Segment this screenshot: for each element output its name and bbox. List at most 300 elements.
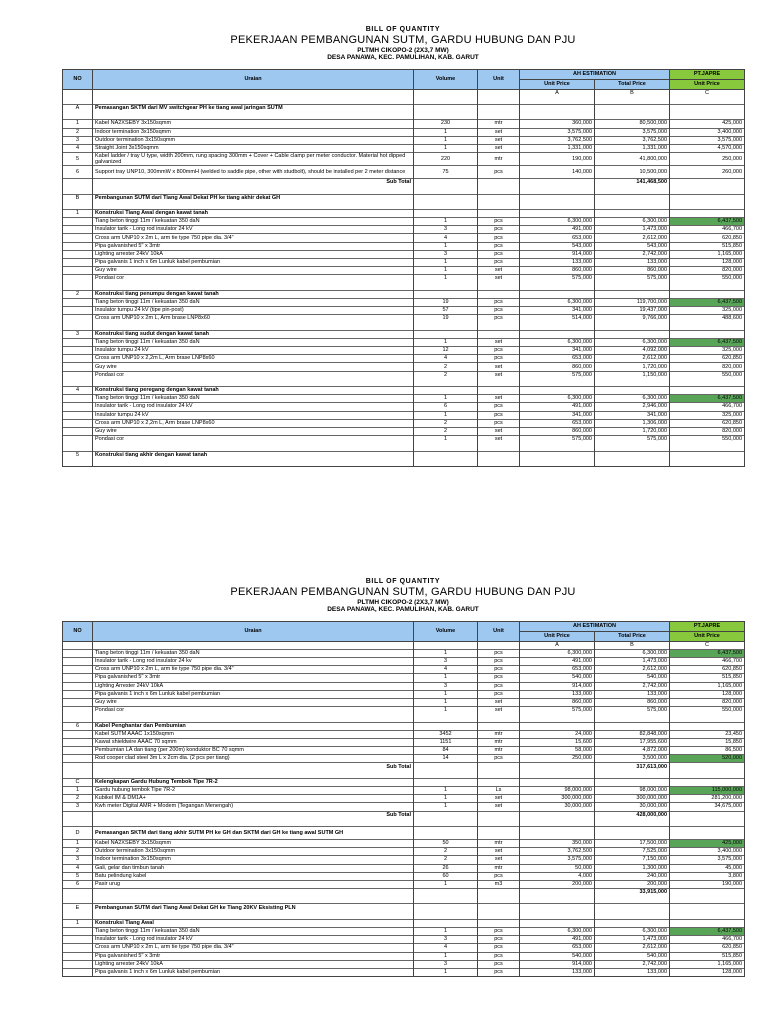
cell-pt-unit-price: 820,000 [670, 363, 745, 371]
cell-pt-unit-price: 6,437,500 [670, 395, 745, 403]
cell-uraian: Tiang beton tinggi 11m / kekuatan 350 daN [93, 395, 414, 403]
cell-unit: set [478, 363, 520, 371]
cell-no [63, 960, 93, 968]
cell-total-price: 1,473,000 [595, 658, 670, 666]
cell-no [63, 436, 93, 444]
cell-volume [414, 283, 478, 291]
table-row [63, 97, 745, 105]
cell-volume: 26 [414, 864, 478, 872]
cell-volume: 4 [414, 666, 478, 674]
cell-unit-price: 341,000 [520, 347, 595, 355]
cell-no: 3 [63, 136, 93, 144]
cell-volume [414, 714, 478, 722]
table-row [63, 690, 745, 698]
cell-total-price: 2,612,000 [595, 234, 670, 242]
cell-no [63, 443, 93, 451]
cell-unit-price [520, 451, 595, 459]
cell-unit-price [520, 179, 595, 187]
cell-unit-price [520, 771, 595, 779]
cell-total-price: 141,468,500 [595, 179, 670, 187]
cell-no [63, 186, 93, 194]
cell-uraian: Pemasangan SKTM dari tiang akhir SUTM PH ke GH dan SKTM dari GH ke tiang awal SUTM GH [93, 826, 414, 839]
table-row [63, 355, 745, 363]
table-row [63, 179, 745, 187]
cell-uraian: Kabel Penghantar dan Pembumian [93, 722, 414, 730]
cell-uraian: Kelengkapan Gardu Hubung Tembok Tipe 7R-2 [93, 778, 414, 786]
cell-total-price: 2,946,000 [595, 403, 670, 411]
cell-pt-unit-price: 281,200,000 [670, 795, 745, 803]
col-unit-price: Unit Price [520, 79, 595, 89]
cell-unit: pcs [478, 226, 520, 234]
table-row [63, 338, 745, 346]
cell-unit: pcs [478, 298, 520, 306]
cell-total-price: 1,331,000 [595, 144, 670, 152]
table-row [63, 259, 745, 267]
table-row [63, 778, 745, 786]
cell-no: D [63, 826, 93, 839]
cell-no: 6 [63, 722, 93, 730]
table-row [63, 283, 745, 291]
table-row [63, 707, 745, 715]
cell-uraian: Kwh meter Digital AMR + Modem (Tegangan Menengah) [93, 803, 414, 811]
cell-unit-price [520, 459, 595, 467]
cell-unit: set [478, 795, 520, 803]
cell-total-price: 540,000 [595, 674, 670, 682]
cell-pt-unit-price: 515,850 [670, 952, 745, 960]
cell-unit: pcs [478, 755, 520, 763]
cell-total-price [595, 323, 670, 331]
cell-no [63, 403, 93, 411]
cell-uraian: Sub Total [93, 811, 414, 819]
cell-unit [478, 379, 520, 387]
cell-unit-price [520, 194, 595, 202]
cell-no [63, 307, 93, 315]
cell-uraian: Kabel ladder / tray U type, width 200mm, rung spacing 300mm + Cover + Cable clamp per meter conductor. Material hot dipped galvanized [93, 153, 414, 166]
cell-no: 3 [63, 856, 93, 864]
cell-unit: pcs [478, 166, 520, 179]
cell-unit: set [478, 427, 520, 435]
cell-total-price [595, 105, 670, 113]
cell-total-price: 133,000 [595, 690, 670, 698]
cell-unit: mtr [478, 153, 520, 166]
table-row [63, 419, 745, 427]
cell-total-price [595, 97, 670, 105]
cell-total-price [595, 819, 670, 827]
location: DESA PANAWA, KEC. PAMULIHAN, KAB. GARUT [327, 54, 479, 62]
table-row [63, 371, 745, 379]
table-row [63, 395, 745, 403]
cell-unit: pcs [478, 666, 520, 674]
cell-unit: pcs [478, 682, 520, 690]
cell-no: 2 [63, 290, 93, 298]
cell-volume: 1 [414, 698, 478, 706]
cell-volume: 6 [414, 403, 478, 411]
cell-pt-unit-price: 515,850 [670, 674, 745, 682]
cell-volume [414, 763, 478, 771]
table-row [63, 315, 745, 323]
cell-volume [414, 771, 478, 779]
cell-unit [478, 819, 520, 827]
cell-unit [478, 919, 520, 927]
cell-unit-price: 653,000 [520, 666, 595, 674]
cell-unit [478, 283, 520, 291]
cell-no [63, 395, 93, 403]
cell-unit: Ls [478, 787, 520, 795]
table-row [63, 682, 745, 690]
cell-total-price: 2,612,000 [595, 666, 670, 674]
cell-pt-unit-price: 260,000 [670, 166, 745, 179]
cell-volume: 3 [414, 936, 478, 944]
cell-uraian: Tiang beton tinggi 11m / kekuatan 350 daN [93, 338, 414, 346]
cell-unit: mtr [478, 747, 520, 755]
cell-pt-unit-price [670, 387, 745, 395]
cell-total-price: 200,000 [595, 880, 670, 888]
table-row [63, 209, 745, 217]
cell-no [63, 218, 93, 226]
cell-no [63, 698, 93, 706]
table-row [63, 226, 745, 234]
table-row [63, 307, 745, 315]
cell-pt-unit-price: 3,400,000 [670, 128, 745, 136]
cell-total-price [595, 379, 670, 387]
table-row [63, 919, 745, 927]
cell-total-price: 7,525,000 [595, 848, 670, 856]
cell-volume: 2 [414, 363, 478, 371]
cell-total-price [595, 387, 670, 395]
cell-pt-unit-price: 820,000 [670, 427, 745, 435]
cell-total-price: 9,766,000 [595, 315, 670, 323]
cell-unit [478, 323, 520, 331]
cell-pt-unit-price [670, 771, 745, 779]
cell-total-price: 6,300,000 [595, 338, 670, 346]
cell-unit: set [478, 436, 520, 444]
cell-total-price [595, 112, 670, 120]
col-pt-japre: PT.JAPRE [670, 69, 745, 79]
cell-uraian: Support tray UNP10, 300mmW x 800mmH (welded to saddle pipe, other with studbolt), should be installed per 2 meter distance [93, 166, 414, 179]
cell-volume [414, 722, 478, 730]
cell-volume [414, 186, 478, 194]
cell-pt-unit-price [670, 323, 745, 331]
cell-unit-price [520, 912, 595, 920]
cell-no [63, 747, 93, 755]
cell-no [63, 649, 93, 657]
cell-unit: set [478, 707, 520, 715]
cell-no [63, 371, 93, 379]
cell-unit-price [520, 112, 595, 120]
cell-uraian: Pipa galvanished 5" x 3mtr [93, 952, 414, 960]
cell-total-price: 2,612,000 [595, 355, 670, 363]
cell-pt-unit-price: 3,575,000 [670, 136, 745, 144]
cell-pt-unit-price: 620,850 [670, 234, 745, 242]
cell-unit-price: 3,575,000 [520, 856, 595, 864]
cell-unit [478, 202, 520, 210]
table-row [63, 298, 745, 306]
cell-uraian [93, 912, 414, 920]
table-row [63, 666, 745, 674]
cell-volume [414, 387, 478, 395]
cell-total-price: 1,473,000 [595, 226, 670, 234]
cell-total-price [595, 194, 670, 202]
cell-total-price: 2,612,000 [595, 944, 670, 952]
cell-unit-price: 190,000 [520, 153, 595, 166]
col-ah-estimation: AH ESTIMATION [520, 621, 670, 631]
cell-uraian: Pemasangan SKTM dari MV switchgear PH ke tiang awal jaringan SUTM [93, 105, 414, 113]
cell-unit-price: A [520, 641, 595, 649]
cell-total-price: 2,742,000 [595, 682, 670, 690]
cell-unit: mtr [478, 120, 520, 128]
cell-volume [414, 889, 478, 897]
table-row [63, 242, 745, 250]
cell-no: 1 [63, 787, 93, 795]
cell-unit-price [520, 323, 595, 331]
cell-no [63, 355, 93, 363]
cell-pt-unit-price: 620,850 [670, 355, 745, 363]
cell-no: C [63, 778, 93, 786]
cell-volume [414, 819, 478, 827]
cell-volume: 220 [414, 153, 478, 166]
table-row [63, 839, 745, 847]
cell-volume [414, 97, 478, 105]
cell-uraian: Kabel NA2XSEBY 3x150sqmm [93, 839, 414, 847]
table-row [63, 153, 745, 166]
cell-unit-price: 540,000 [520, 674, 595, 682]
cell-unit: m3 [478, 880, 520, 888]
cell-unit-price: 914,000 [520, 682, 595, 690]
table-row [63, 427, 745, 435]
cell-volume: 1 [414, 436, 478, 444]
cell-volume: 1 [414, 707, 478, 715]
cell-total-price [595, 722, 670, 730]
cell-total-price: 575,000 [595, 707, 670, 715]
cell-unit-price: 575,000 [520, 371, 595, 379]
table-row [63, 234, 745, 242]
cell-volume: 3 [414, 682, 478, 690]
cell-volume: 3 [414, 960, 478, 968]
cell-unit: set [478, 698, 520, 706]
cell-volume: 3 [414, 226, 478, 234]
cell-no [63, 363, 93, 371]
cell-unit: pcs [478, 419, 520, 427]
cell-unit: set [478, 128, 520, 136]
doc-type-title: BILL OF QUANTITY [365, 26, 441, 33]
cell-pt-unit-price: 250,000 [670, 153, 745, 166]
cell-total-price: B [595, 89, 670, 97]
project-title: PEKERJAAN PEMBANGUNAN SUTM, GARDU HUBUNG DAN PJU [230, 34, 576, 47]
cell-unit-price: 914,000 [520, 960, 595, 968]
cell-uraian: Tiang beton tinggi 11m / kekuatan 350 daN [93, 928, 414, 936]
cell-unit-price: 6,300,000 [520, 298, 595, 306]
cell-uraian [93, 896, 414, 904]
cell-unit: pcs [478, 218, 520, 226]
cell-no [63, 259, 93, 267]
cell-uraian: Kabel SUTM AAAC 1x150sqmm [93, 730, 414, 738]
cell-pt-unit-price: 550,000 [670, 436, 745, 444]
cell-total-price: 82,848,000 [595, 730, 670, 738]
cell-no [63, 234, 93, 242]
cell-unit [478, 330, 520, 338]
cell-no: 1 [63, 209, 93, 217]
cell-pt-unit-price [670, 778, 745, 786]
cell-unit [478, 763, 520, 771]
cell-unit-price: 3,575,000 [520, 128, 595, 136]
cell-volume [414, 202, 478, 210]
cell-pt-unit-price: 15,850 [670, 738, 745, 746]
cell-total-price [595, 283, 670, 291]
cell-unit [478, 889, 520, 897]
cell-volume: 1 [414, 218, 478, 226]
cell-total-price: 19,437,000 [595, 307, 670, 315]
cell-total-price: 300,000,000 [595, 795, 670, 803]
cell-volume: 4 [414, 234, 478, 242]
cell-unit: set [478, 275, 520, 283]
cell-pt-unit-price [670, 826, 745, 839]
cell-unit-price: 3,762,500 [520, 136, 595, 144]
cell-unit-price: 133,000 [520, 690, 595, 698]
cell-uraian [93, 283, 414, 291]
cell-no: A [63, 105, 93, 113]
cell-total-price: 6,300,000 [595, 649, 670, 657]
cell-no [63, 707, 93, 715]
cell-volume: 1 [414, 275, 478, 283]
cell-unit-price: 4,000 [520, 872, 595, 880]
cell-uraian [93, 771, 414, 779]
table-row [63, 771, 745, 779]
cell-total-price: 1,473,000 [595, 936, 670, 944]
cell-pt-unit-price: 425,000 [670, 839, 745, 847]
cell-unit-price [520, 97, 595, 105]
table-row [63, 968, 745, 976]
cell-unit-price: 6,300,000 [520, 928, 595, 936]
cell-pt-unit-price [670, 379, 745, 387]
cell-volume [414, 194, 478, 202]
cell-pt-unit-price: 190,000 [670, 880, 745, 888]
cell-no [63, 202, 93, 210]
cell-pt-unit-price: 515,850 [670, 242, 745, 250]
cell-unit: pcs [478, 952, 520, 960]
cell-total-price [595, 330, 670, 338]
cell-total-price: 10,500,000 [595, 166, 670, 179]
cell-no [63, 944, 93, 952]
cell-total-price: 1,720,000 [595, 427, 670, 435]
doc-type-title: BILL OF QUANTITY [365, 578, 441, 585]
cell-pt-unit-price: 34,675,000 [670, 803, 745, 811]
cell-unit-price: 24,000 [520, 730, 595, 738]
cell-pt-unit-price [670, 290, 745, 298]
table-row [63, 105, 745, 113]
cell-uraian: Tiang beton tinggi 11m / kekuatan 350 daN [93, 649, 414, 657]
cell-total-price [595, 778, 670, 786]
cell-unit-price [520, 379, 595, 387]
cell-total-price: 133,000 [595, 968, 670, 976]
cell-unit: pcs [478, 259, 520, 267]
table-row [63, 363, 745, 371]
cell-volume [414, 323, 478, 331]
cell-uraian: Konstruksi Tiang Awal dengan kawat tanah [93, 209, 414, 217]
boq-header [62, 26, 744, 62]
table-row [63, 641, 745, 649]
cell-no [63, 267, 93, 275]
cell-uraian: Kubikel IM & DM1A+ [93, 795, 414, 803]
table-row [63, 290, 745, 298]
cell-volume: 1 [414, 259, 478, 267]
cell-unit: pcs [478, 347, 520, 355]
cell-total-price [595, 290, 670, 298]
cell-unit: pcs [478, 928, 520, 936]
cell-no [63, 641, 93, 649]
cell-volume: 4 [414, 355, 478, 363]
cell-pt-unit-price: 425,000 [670, 120, 745, 128]
cell-no [63, 338, 93, 346]
cell-unit-price [520, 722, 595, 730]
cell-total-price [595, 826, 670, 839]
cell-total-price: 575,000 [595, 436, 670, 444]
cell-no [63, 323, 93, 331]
cell-total-price [595, 771, 670, 779]
cell-uraian: Insulator tarik - Long rod insulator 24 kv [93, 658, 414, 666]
cell-unit-price [520, 811, 595, 819]
cell-uraian: Rod cooper clad steel 3m L x 2cm dia. (2 pcs per tiang) [93, 755, 414, 763]
cell-volume [414, 641, 478, 649]
plant-name: PLTMH CIKOPO-2 (2X3,7 MW) [357, 598, 449, 606]
cell-volume: 19 [414, 298, 478, 306]
cell-pt-unit-price [670, 283, 745, 291]
cell-unit-price [520, 763, 595, 771]
cell-unit-price [520, 330, 595, 338]
cell-unit: pcs [478, 307, 520, 315]
cell-no [63, 738, 93, 746]
cell-volume [414, 451, 478, 459]
table-row [63, 347, 745, 355]
cell-volume: 3452 [414, 730, 478, 738]
cell-unit: set [478, 338, 520, 346]
cell-pt-unit-price: 115,000,000 [670, 787, 745, 795]
cell-no: 2 [63, 848, 93, 856]
cell-no: 6 [63, 880, 93, 888]
cell-uraian [93, 379, 414, 387]
cell-unit-price: 300,000,000 [520, 795, 595, 803]
table-row [63, 763, 745, 771]
cell-uraian: Insulator tumpu 24 kV [93, 411, 414, 419]
cell-uraian: Pondasi cor [93, 436, 414, 444]
cell-volume: 2 [414, 371, 478, 379]
cell-unit: pcs [478, 944, 520, 952]
cell-no: 6 [63, 166, 93, 179]
cell-unit [478, 778, 520, 786]
cell-pt-unit-price: 4,570,000 [670, 144, 745, 152]
plant-name: PLTMH CIKOPO-2 (2X3,7 MW) [357, 46, 449, 54]
table-row [63, 864, 745, 872]
cell-volume: 1 [414, 787, 478, 795]
cell-unit-price [520, 896, 595, 904]
cell-unit-price: 350,000 [520, 839, 595, 847]
cell-unit-price: 540,000 [520, 952, 595, 960]
cell-unit [478, 105, 520, 113]
table-row [63, 411, 745, 419]
cell-uraian: Outdoor termination 3x150sqmm [93, 136, 414, 144]
cell-unit-price: 98,000,000 [520, 787, 595, 795]
cell-uraian: Cross arm UNP10 x 2m L, Arm brase LNP8x60 [93, 315, 414, 323]
cell-uraian: Insulator tarik - Long rod insulator 24 kV [93, 936, 414, 944]
cell-unit-price: 914,000 [520, 250, 595, 258]
cell-unit-price: 860,000 [520, 267, 595, 275]
table-row [63, 936, 745, 944]
cell-total-price [595, 896, 670, 904]
cell-pt-unit-price [670, 722, 745, 730]
cell-unit-price: 860,000 [520, 698, 595, 706]
cell-unit-price: 15,600 [520, 738, 595, 746]
table-row [63, 960, 745, 968]
cell-unit-price: 133,000 [520, 259, 595, 267]
